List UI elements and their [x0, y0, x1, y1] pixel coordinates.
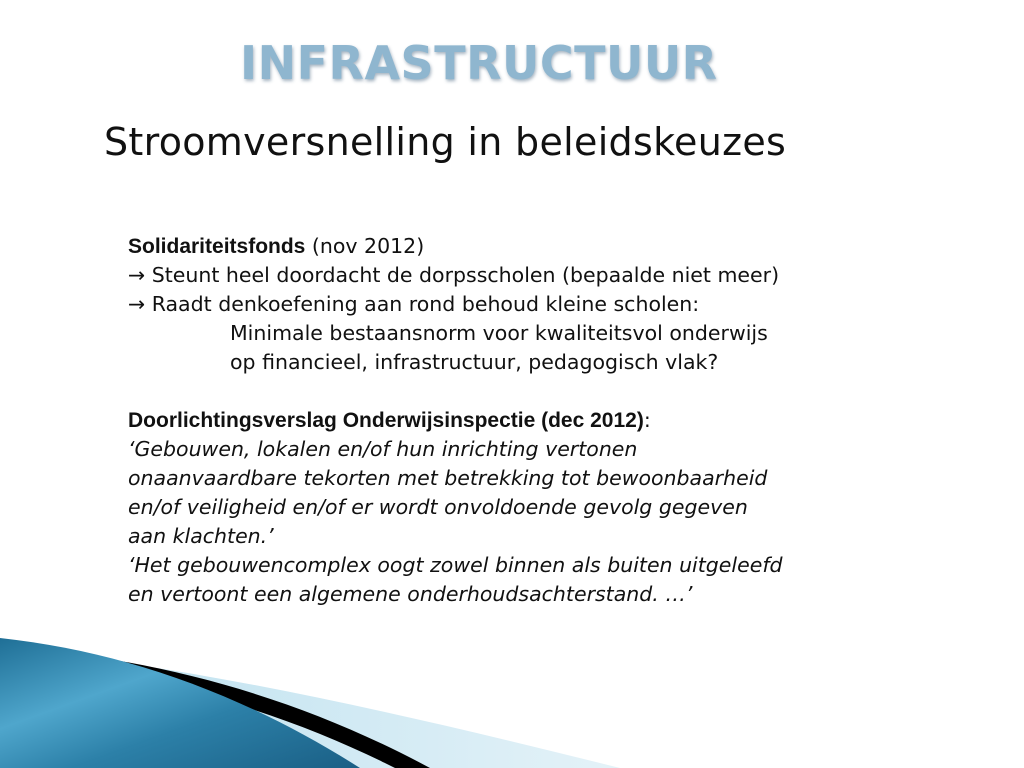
arrow-right-icon: →	[128, 292, 146, 316]
section1-heading: Solidariteitsfonds	[128, 235, 306, 258]
quote-line: ‘Gebouwen, lokalen en/of hun inrichting vertonen	[128, 437, 638, 461]
spacer	[128, 377, 948, 406]
section2-heading-line	[128, 406, 948, 435]
section1-heading-suffix: (nov 2012)	[305, 234, 425, 258]
corner-wave-decoration	[0, 638, 1024, 768]
slide-title: INFRASTRUCTUUR	[240, 36, 718, 90]
section2-heading-suffix: :	[643, 408, 651, 432]
arrow-right-icon: →	[128, 263, 146, 287]
quote-line: ‘Het gebouwencomplex oogt zowel binnen als buiten uitgeleefd	[128, 553, 783, 577]
section1-heading-line	[128, 232, 948, 261]
section1-bullet-1-text: Steunt heel doordacht de dorpsscholen (bepaalde niet meer)	[145, 263, 780, 287]
section1-indent-1: Minimale bestaansnorm voor kwaliteitsvol onderwijs	[230, 321, 768, 345]
section1-bullet-2	[128, 290, 948, 319]
section2-heading: Doorlichtingsverslag Onderwijsinspectie (dec 2012)	[128, 409, 644, 432]
quote-line: aan klachten.’	[128, 524, 274, 548]
quote-line: en/of veiligheid en/of er wordt onvoldoende gevolg gegeven	[128, 495, 748, 519]
slide-subtitle: Stroomversnelling in beleidskeuzes	[104, 120, 787, 164]
section1-bullet-2-text: Raadt denkoefening aan rond behoud kleine scholen:	[145, 292, 700, 316]
section1-indent-2: op financieel, infrastructuur, pedagogisch vlak?	[230, 350, 719, 374]
quote-line: en vertoont een algemene onderhoudsachterstand. …’	[128, 582, 693, 606]
quote-line: onaanvaardbare tekorten met betrekking tot bewoonbaarheid	[128, 466, 768, 490]
slide-body	[128, 232, 948, 609]
section1-bullet-1	[128, 261, 948, 290]
